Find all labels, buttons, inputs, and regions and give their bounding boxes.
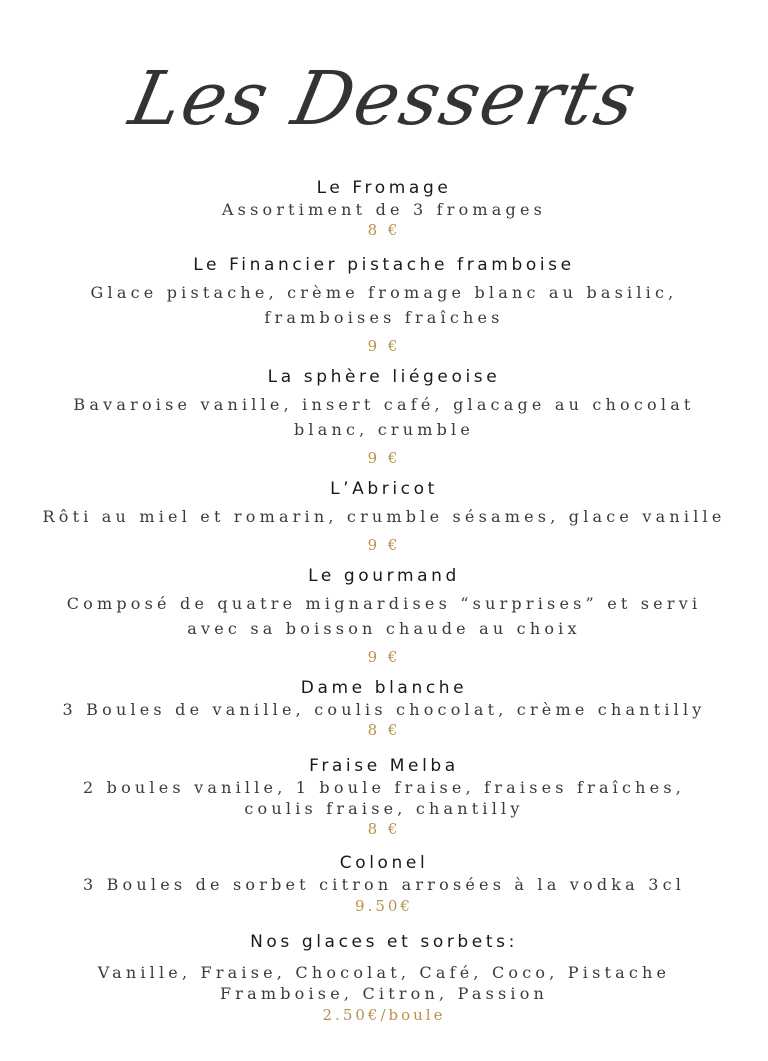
dessert-name: Nos glaces et sorbets: [250, 932, 518, 952]
dessert-price: 9 € [367, 449, 401, 467]
dessert-price: 9 € [367, 536, 401, 554]
dessert-description: Rôti au miel et romarin, crumble sésames, glace vanille [42, 507, 726, 526]
dessert-description: Vanille, Fraise, Chocolat, Café, Coco, Pistache Framboise, Citron, Passion [97, 963, 671, 1003]
dessert-description: 3 Boules de sorbet citron arrosées à la vodka 3cl [82, 875, 686, 894]
dessert-description: Composé de quatre mignardises “surprises” et servi avec sa boisson chaude au choix [66, 594, 702, 638]
menu-item-dame-blanche [0, 677, 768, 740]
dessert-description: Bavaroise vanille, insert café, glacage au chocolat blanc, crumble [73, 395, 695, 439]
dessert-price: 9 € [367, 648, 401, 666]
dessert-price: 8 € [367, 221, 401, 239]
dessert-name: Fraise Melba [309, 756, 459, 776]
menu-title: Les Desserts [122, 56, 646, 142]
dessert-price: 9 € [367, 337, 401, 355]
dessert-name: Le gourmand [308, 566, 460, 586]
menu-item-sphere-liegeoise [0, 366, 768, 470]
dessert-name: L’Abricot [330, 479, 438, 499]
menu-item-financier [0, 254, 768, 358]
dessert-price: 2.50€/boule [322, 1006, 446, 1024]
dessert-name: Colonel [339, 853, 429, 873]
dessert-description: Glace pistache, crème fromage blanc au basilic, framboises fraîches [90, 283, 678, 327]
dessert-name: La sphère liégeoise [267, 367, 501, 387]
menu-item-fromage [0, 177, 768, 240]
dessert-name: Dame blanche [300, 678, 468, 698]
dessert-price: 8 € [367, 721, 401, 739]
dessert-description: Assortiment de 3 fromages [221, 200, 547, 219]
dessert-price: 9.50€ [355, 897, 413, 915]
dessert-name: Le Financier pistache framboise [193, 255, 575, 275]
menu-item-fraise-melba [0, 755, 768, 839]
dessert-description: 2 boules vanille, 1 boule fraise, fraises fraîches, coulis fraise, chantilly [82, 778, 686, 818]
dessert-name: Le Fromage [316, 178, 452, 198]
dessert-description: 3 Boules de vanille, coulis chocolat, crème chantilly [62, 700, 706, 719]
menu-item-abricot [0, 478, 768, 557]
menu-item-colonel [0, 852, 768, 917]
menu-item-gourmand [0, 565, 768, 669]
dessert-price: 8 € [367, 820, 401, 838]
menu-item-glaces-sorbets [0, 931, 768, 1026]
